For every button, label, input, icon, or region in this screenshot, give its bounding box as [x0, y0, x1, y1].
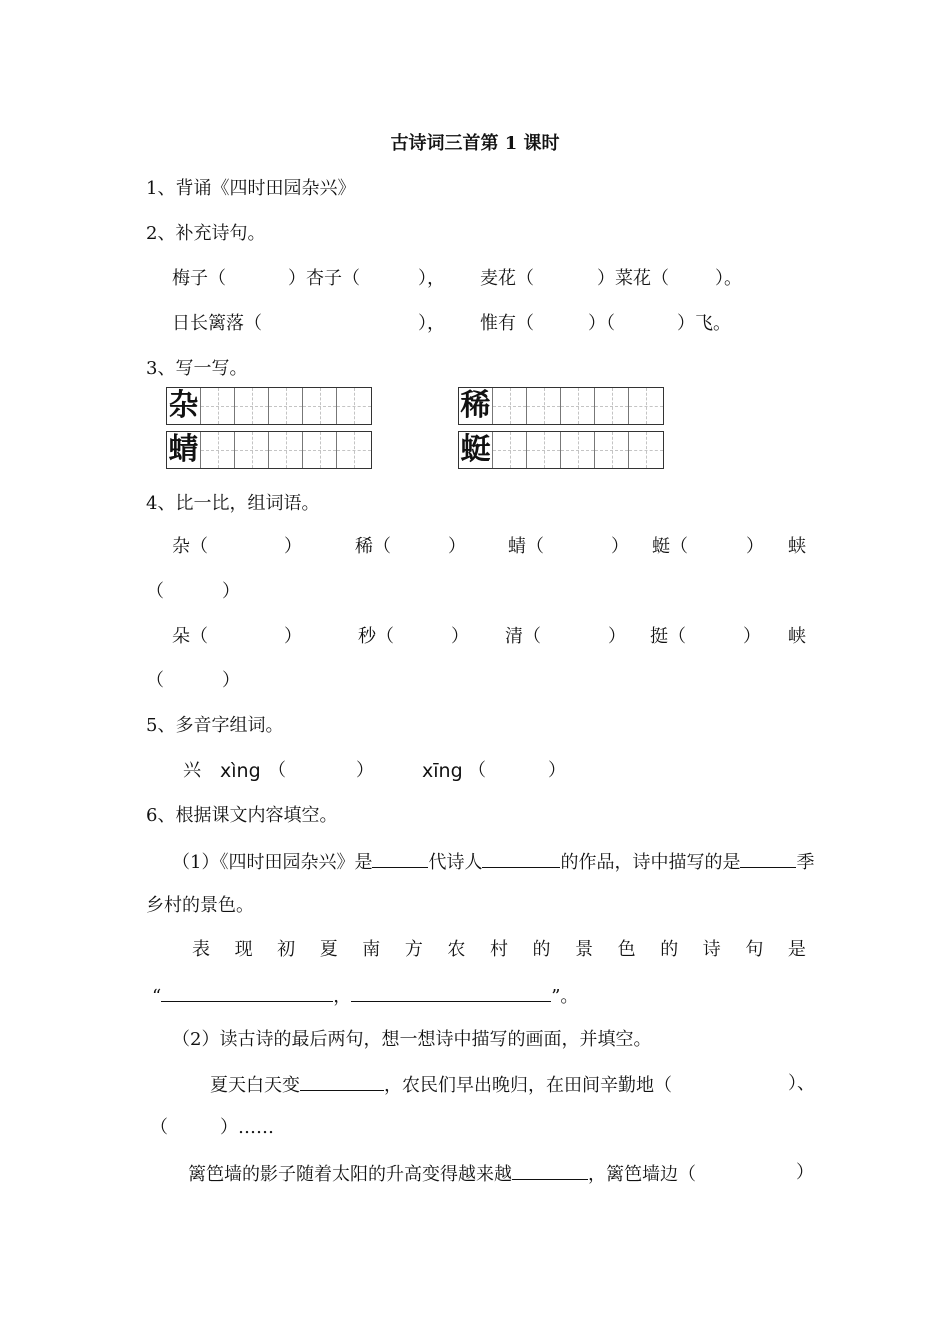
- blank-poet[interactable]: [482, 849, 560, 868]
- q6-line-spread: [192, 938, 806, 962]
- grid-cell[interactable]: [561, 388, 595, 424]
- q6-line-summer: [210, 1072, 672, 1098]
- model-char: 蜻: [168, 432, 199, 467]
- grid-cell[interactable]: [303, 432, 337, 468]
- pinyin-xing1: xīng: [422, 760, 463, 782]
- spread-char: 诗: [702, 939, 721, 960]
- q6-text: ）: [796, 1162, 814, 1183]
- q4-word: （: [146, 670, 164, 691]
- q6-line-cont: [150, 1116, 168, 1140]
- q4-word: ）: [743, 626, 761, 647]
- question-1: 1、背诵《四时田园杂兴》: [146, 178, 356, 199]
- grid-cell[interactable]: [337, 432, 371, 468]
- question-2-heading: 2、补充诗句。: [146, 223, 266, 244]
- grid-cell[interactable]: [595, 388, 629, 424]
- q4-word: 蜓（: [652, 536, 688, 557]
- question-6-heading: 6、根据课文内容填空。: [146, 805, 338, 826]
- grid-cell[interactable]: [201, 432, 235, 468]
- q6-text: 篱笆墙的影子随着太阳的升高变得越来越: [188, 1164, 512, 1185]
- q4-word: 清（: [505, 626, 541, 647]
- spread-char: 的: [660, 939, 679, 960]
- pinyin-xing4: xìng: [220, 760, 261, 782]
- grid-cell[interactable]: [629, 432, 663, 468]
- grid-cell[interactable]: [561, 432, 595, 468]
- open-quote: “: [152, 986, 162, 1007]
- grid-char-cell: [167, 388, 201, 424]
- spread-char: 现: [234, 939, 253, 960]
- q2-text: ）。: [715, 268, 742, 289]
- grid-cell[interactable]: [629, 388, 663, 424]
- spread-char: 夏: [319, 939, 338, 960]
- spread-char: 南: [362, 939, 381, 960]
- q2-text: 日长篱落（: [172, 313, 262, 334]
- grid-cell[interactable]: [269, 432, 303, 468]
- q6-text: ，农民们早出晚归，在田间辛勤地（: [384, 1075, 672, 1096]
- grid-cell[interactable]: [493, 388, 527, 424]
- q4-word: ）: [746, 536, 764, 557]
- q6-line-1-cont: 乡村的景色。: [146, 895, 254, 916]
- q6-text: ）、: [788, 1073, 815, 1094]
- writing-grid-xi[interactable]: [458, 387, 664, 425]
- q4-word: 秒（: [358, 626, 394, 647]
- q2-text: ）菜花（: [597, 268, 669, 289]
- q4-word: ）: [451, 626, 469, 647]
- grid-char-cell: [167, 432, 201, 468]
- grid-cell[interactable]: [235, 388, 269, 424]
- writing-grid-ting[interactable]: [458, 431, 664, 469]
- q4-word: ）: [222, 670, 240, 691]
- q6-text: 代诗人: [428, 852, 483, 873]
- polyphone-char: 兴: [183, 760, 201, 781]
- q4-word: 杂（: [172, 536, 208, 557]
- q5-text: ）: [356, 760, 374, 781]
- blank-season[interactable]: [740, 849, 796, 868]
- q2-text: 麦花（: [480, 268, 534, 289]
- spread-char: 初: [277, 939, 296, 960]
- q2-text: ），: [418, 268, 445, 289]
- q4-word: ）: [611, 536, 629, 557]
- q6-text: ）……: [220, 1117, 274, 1138]
- spread-char: 句: [745, 939, 764, 960]
- q4-word: 挺（: [650, 626, 686, 647]
- close-quote: ”。: [551, 986, 579, 1007]
- grid-cell[interactable]: [235, 432, 269, 468]
- q2-text: ），: [418, 313, 445, 334]
- question-5-heading: 5、多音字组词。: [146, 715, 284, 736]
- blank-poem-line-2[interactable]: [351, 983, 551, 1002]
- model-char: 蜓: [460, 432, 491, 467]
- grid-char-cell: [459, 432, 493, 468]
- q5-text: （: [468, 760, 486, 781]
- spread-char: 色: [617, 939, 636, 960]
- spread-char: 的: [532, 939, 551, 960]
- q4-word: 蛱: [788, 536, 806, 557]
- grid-cell[interactable]: [201, 388, 235, 424]
- q6-text: 季: [796, 852, 815, 873]
- q2-text: 惟有（: [480, 313, 534, 334]
- blank-shadow[interactable]: [512, 1161, 588, 1180]
- q4-word: ）: [222, 581, 240, 602]
- grid-cell[interactable]: [303, 388, 337, 424]
- q6-text: 的作品，诗中描写的是: [560, 852, 741, 873]
- spread-char: 村: [489, 939, 508, 960]
- grid-cell[interactable]: [269, 388, 303, 424]
- q4-word: （: [146, 581, 164, 602]
- grid-cell[interactable]: [527, 388, 561, 424]
- writing-grid-za[interactable]: [166, 387, 372, 425]
- q4-word: ）: [284, 626, 302, 647]
- q6-line-1: [172, 849, 814, 875]
- spread-char: 景: [575, 939, 594, 960]
- q2-text: ）杏子（: [288, 268, 360, 289]
- question-4-heading: 4、比一比，组词语。: [146, 493, 320, 514]
- q6-quote-line: [152, 983, 578, 1009]
- q5-text: ）: [548, 760, 566, 781]
- q4-word: ）: [608, 626, 626, 647]
- q6-part-2: （2）读古诗的最后两句，想一想诗中描写的画面，并填空。: [172, 1029, 652, 1050]
- grid-cell[interactable]: [527, 432, 561, 468]
- page-title: 古诗词三首第 1 课时: [390, 133, 560, 154]
- writing-grid-qing[interactable]: [166, 431, 372, 469]
- model-char: 杂: [168, 388, 199, 423]
- q2-text: 梅子（: [172, 268, 226, 289]
- question-3-heading: 3、写一写。: [146, 358, 248, 379]
- q4-word: 朵（: [172, 626, 208, 647]
- blank-poem-line-1[interactable]: [161, 983, 333, 1002]
- spread-char: 农: [447, 939, 466, 960]
- q4-word: 峡: [788, 626, 806, 647]
- q6-text: 夏天白天变: [210, 1075, 300, 1096]
- q2-text: ）（: [588, 313, 615, 334]
- q4-word: 蜻（: [508, 536, 544, 557]
- blank-dynasty[interactable]: [372, 849, 428, 868]
- grid-char-cell: [459, 388, 493, 424]
- q2-text: ）飞。: [677, 313, 731, 334]
- q6-text: ，篱笆墙边（: [588, 1164, 696, 1185]
- spread-char: 方: [404, 939, 423, 960]
- q6-line-fence: [188, 1161, 696, 1187]
- spread-char: 是: [787, 939, 806, 960]
- blank-daytime[interactable]: [300, 1072, 384, 1091]
- model-char: 稀: [460, 388, 491, 423]
- q4-word: 稀（: [355, 536, 391, 557]
- grid-cell[interactable]: [595, 432, 629, 468]
- q4-word: ）: [284, 536, 302, 557]
- comma: ，: [333, 986, 352, 1007]
- spread-char: 表: [192, 939, 210, 960]
- q6-text: （1）《四时田园杂兴》是: [172, 852, 373, 873]
- grid-cell[interactable]: [493, 432, 527, 468]
- q4-word: ）: [448, 536, 466, 557]
- grid-cell[interactable]: [337, 388, 371, 424]
- q5-text: （: [268, 760, 286, 781]
- q6-text: （: [150, 1117, 168, 1138]
